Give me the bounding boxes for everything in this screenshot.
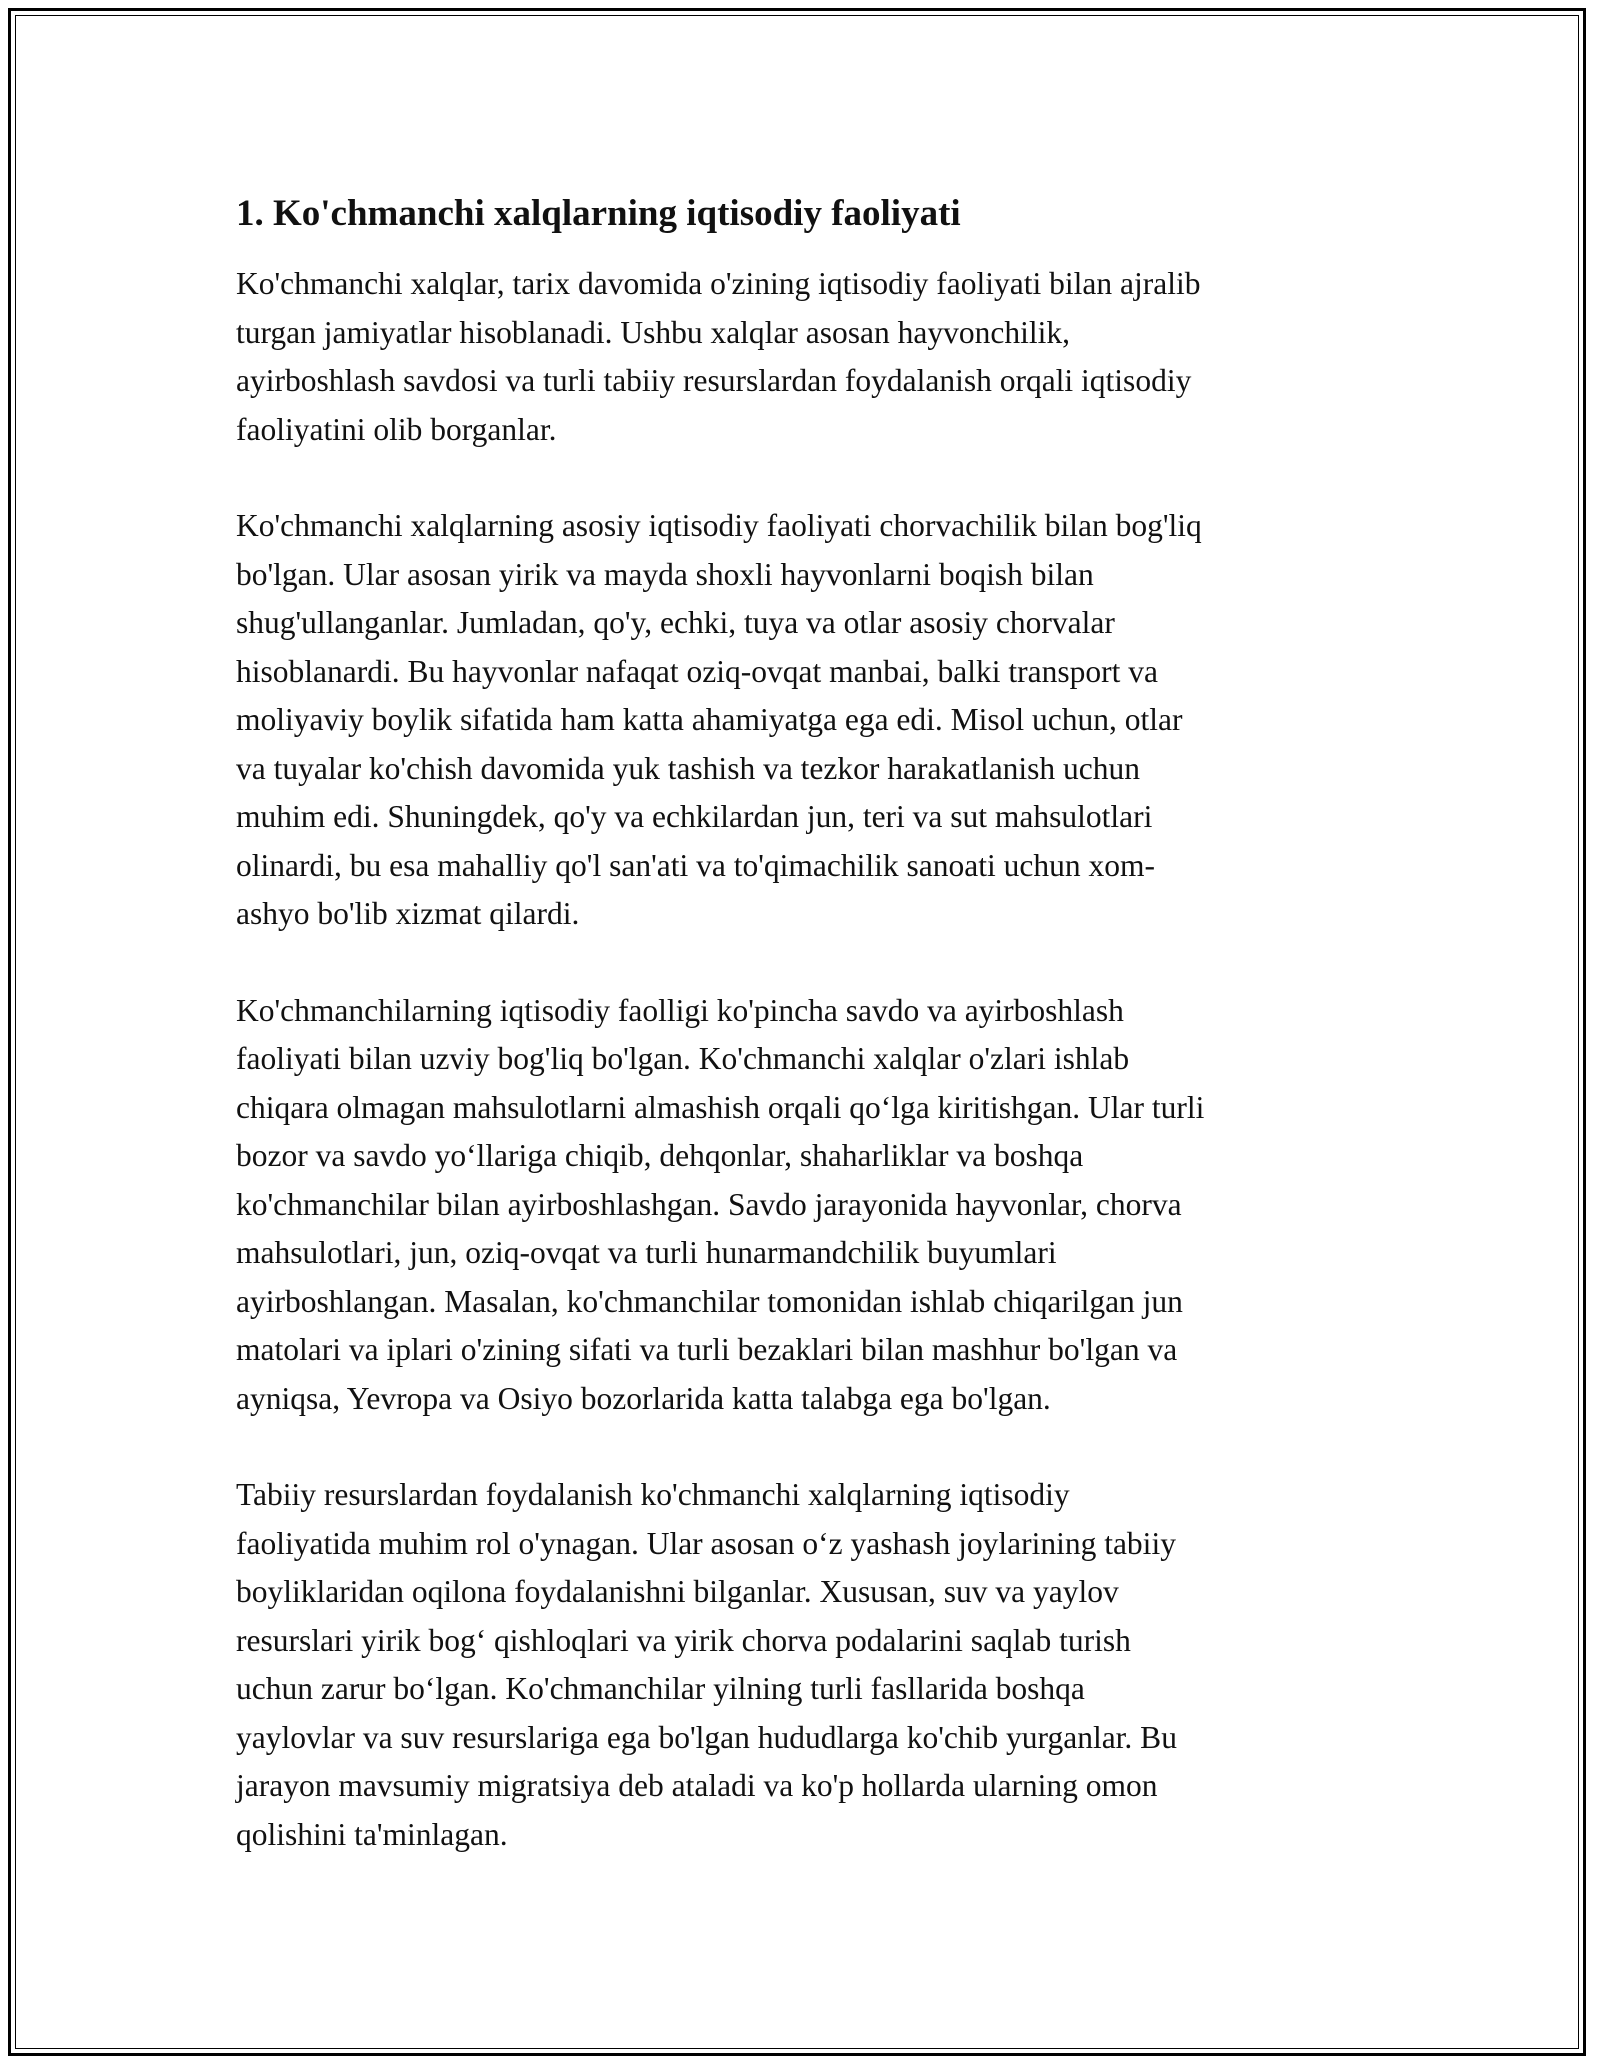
paragraph-livestock: Ko'chmanchi xalqlarning asosiy iqtisodiy faoliyati chorvachilik bilan bog'liq bo'lgan. Ular asosan yirik va mayda shoxli hayvonlarni boqish bilan shug'ullanganlar. Jumladan, qo'y, echki, tuya va otlar asosiy chorvalar hisoblanardi. Bu hayvonlar nafaqat oziq-ovqat manbai, balki transport va moliyaviy boylik sifatida ham katta ahamiyatga ega edi. Misol uchun, otlar va tuyalar ko'chish davomida yuk tashish va tezkor harakatlanish uchun muhim edi. Shuningdek, qo'y va echkilardan jun, teri va sut mahsulotlari olinardi, bu esa mahalliy qo'l san'ati va to'qimachilik sanoati uchun xom- ashyo bo'lib xizmat qilardi.	[236, 508, 1202, 931]
paragraph-trade: Ko'chmanchilarning iqtisodiy faolligi ko'pincha savdo va ayirboshlash faoliyati bilan uzviy bog'liq bo'lgan. Ko'chmanchi xalqlar o'zlari ishlab chiqara olmagan mahsulotlarni almashish orqali qo‘lga kiritishgan. Ular turli bozor va savdo yo‘llariga chiqib, dehqonlar, shaharliklar va boshqa ko'chmanchilar bilan ayirboshlashgan. Savdo jarayonida hayvonlar, chorva mahsulotlari, jun, oziq-ovqat va turli hunarmandchilik buyumlari ayirboshlangan. Masalan, ko'chmanchilar tomonidan ishlab chiqarilgan jun matolari va iplari o'zining sifati va turli bezaklari bilan mashhur bo'lgan va ayniqsa, Yevropa va Osiyo bozorlarida katta talabga ega bo'lgan.	[236, 992, 1205, 1416]
paragraph-intro: Ko'chmanchi xalqlar, tarix davomida o'zining iqtisodiy faoliyati bilan ajralib turgan jamiyatlar hisoblanadi. Ushbu xalqlar asosan hayvonchilik, ayirboshlash savdosi va turli tabiiy resurslardan foydalanish orqali iqtisodiy faoliyatini olib borganlar.	[236, 266, 1201, 447]
section-heading: 1. Ko'chmanchi xalqlarning iqtisodiy faoliyati	[236, 193, 961, 234]
document-body	[236, 190, 1376, 1907]
paragraph-natural-resources: Tabiiy resurslardan foydalanish ko'chmanchi xalqlarning iqtisodiy faoliyatida muhim rol o'ynagan. Ular asosan o‘z yashash joylarining tabiiy boyliklaridan oqilona foydalanishni bilganlar. Xususan, suv va yaylov resurslari yirik bog‘ qishloqlari va yirik chorva podalarini saqlab turish uchun zarur bo‘lgan. Ko'chmanchilar yilning turli fasllarida boshqa yaylovlar va suv resurslariga ega bo'lgan hududlarga ko'chib yurganlar. Bu jarayon mavsumiy migratsiya deb ataladi va ko'p hollarda ularning omon qolishini ta'minlagan.	[236, 1477, 1177, 1852]
